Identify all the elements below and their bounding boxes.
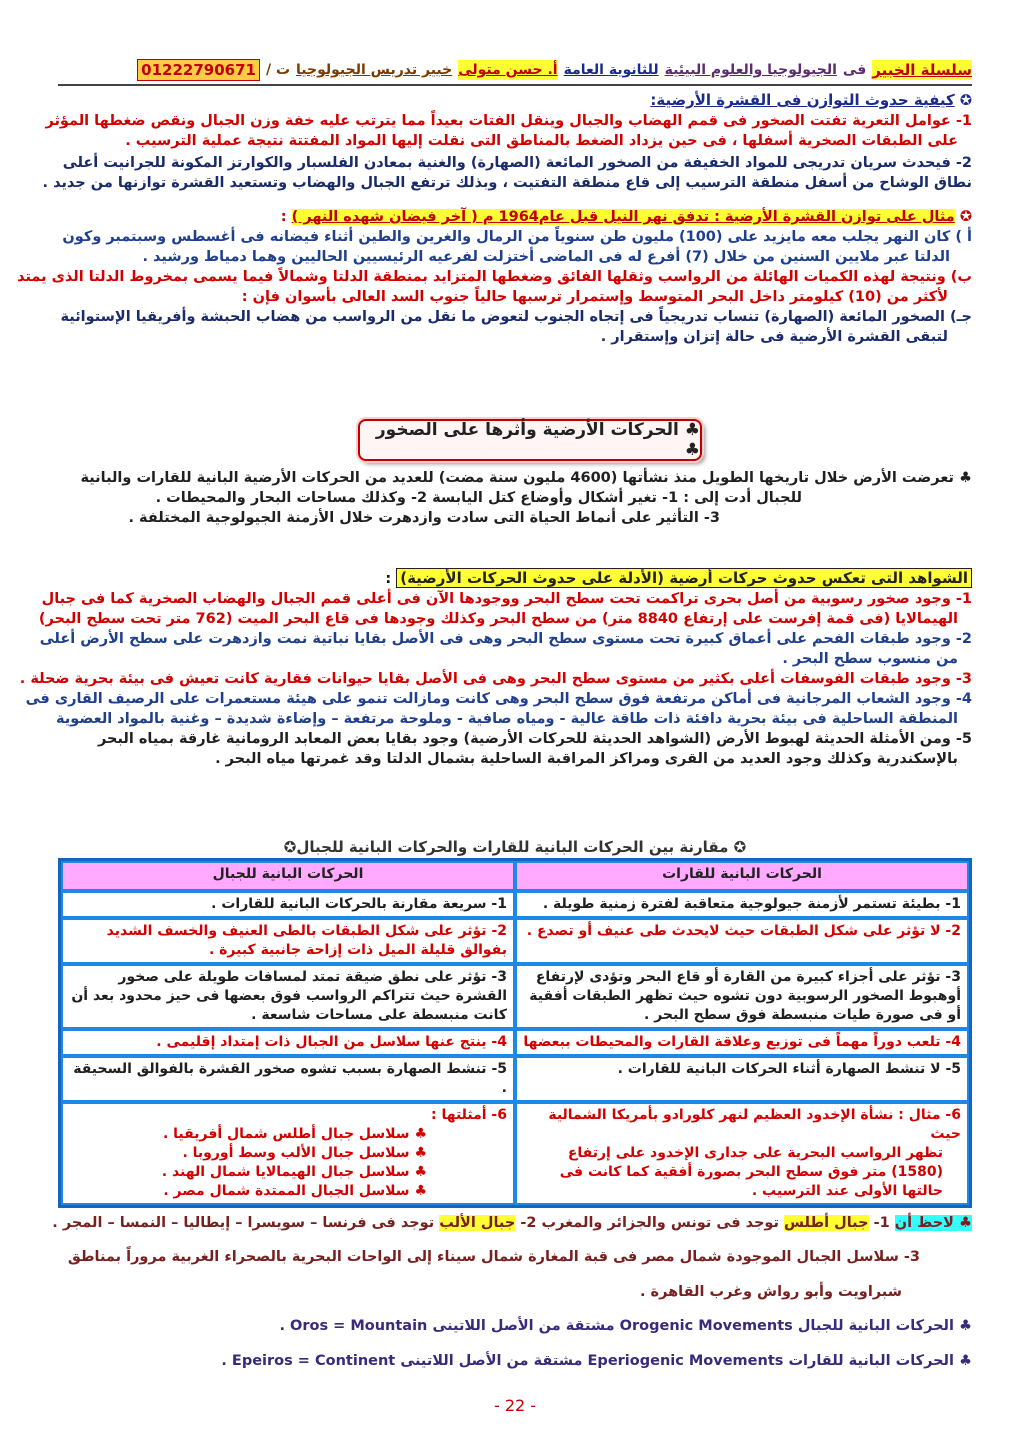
example-b-line1: ب) ونتيجة لهذه الكميات الهائلة من الرواسب وثقلها الفائق وضغطها المتزايد بمنطقة الدلتا وشمالاً فيما يسمى بمخروط الدلتا الذى يمتد: [17, 269, 972, 285]
mountains-cell: 4- ينتج عنها سلاسل من الجبال ذات إمتداد إقليمى .: [61, 1029, 515, 1056]
note-part: توجد فى فرنسا – سويسرا – إيطاليا – النمسا – المجر .: [52, 1214, 435, 1231]
example-c-line1: جـ) الصخور المائعة (الصهارة) تنساب تدريجياً فى إتجاه الجنوب لتعوض ما نقل من الرواسب من هضاب الحبشة وأفريقيا الإستوائية: [60, 309, 972, 325]
phone-label: ت /: [265, 62, 291, 78]
note-part: توجد فى تونس والجزائر والمغرب 2-: [520, 1214, 779, 1231]
example-item: ♣ سلاسل الجبال الممتدة شمال مصر .: [163, 1183, 427, 1199]
mountains-cell: 3- تؤثر على نطق ضيقة تمتد لمسافات طويلة على صخور القشرة حيث تتراكم الرواسب فوق بعضها فى حيز محدود بعد أن كانت منبسطة على مساحات شاسعة .: [61, 964, 515, 1029]
orogenic-mid: مشتقة من الأصل اللاتينى: [432, 1318, 615, 1334]
line-end: .: [279, 1318, 285, 1334]
continents-cell: 4- تلعب دوراً مهماً فى توزيع وعلاقة القارات والمحيطات ببعضها: [515, 1029, 969, 1056]
balance-p1-line1: 1- عوامل التعرية تفتت الصخور فى قمم الهضاب والجبال وينقل الفتات بعيداً مما يترتب عليه خفة وزن الجبال ونقص ضغطها المؤثر: [45, 113, 972, 129]
atlas-term: جبال أطلس: [784, 1214, 869, 1231]
example-c-line2: لتبقى القشرة الأرضية فى حالة إتزان وإستقرار .: [600, 329, 948, 345]
mountains-example-cell: [61, 1102, 515, 1205]
note-3-line2: شبراويت وأبو رواش وغرب القاهرة .: [639, 1283, 902, 1300]
example-title: مثال على توازن القشرة الأرضية : تدفق نهر النيل قبل عام1964 م ( آخر فيضان شهده النهر ): [291, 209, 955, 225]
evidence-1-line1: 1- وجود صخور رسوبية من أصل بحرى تراكمت تحت سطح البحر ووجودها الآن فى أعلى قمم الجبال والهضاب الصخرية كما فى جبال: [41, 591, 972, 607]
example-a-line1: أ ) كان النهر يجلب معه مايزيد على (100) مليون طن سنوياً من الرمال والغرين والطين أثناء فيضانه فى أغسطس وسبتمبر وكون: [62, 229, 972, 245]
continents-example-cell: [515, 1102, 969, 1205]
phone-number: 01222790671: [137, 59, 260, 81]
balance-p2-line2: نطاق الوشاح من أسفل منطقة الترسيب إلى قاع منطقة التفتيت ، وبذلك ترتفع الجبال والهضاب وتستعيد القشرة توازنها من جديد .: [42, 175, 972, 191]
document-page: [17, 58, 972, 1415]
table-row: [61, 891, 969, 918]
header-fi: فى: [842, 62, 867, 78]
evidence-5-line1: 5- ومن الأمثلة الحديثة لهبوط الأرض (الشواهد الحديثة للحركات الأرضية) وجود بقايا بعض المعابد الرومانية غارقة بمياه البحر: [98, 731, 972, 747]
example-colon: :: [280, 209, 287, 225]
orogenic-line: [58, 1316, 972, 1336]
page-number: - 22 -: [493, 1396, 537, 1415]
star-icon: ✪: [959, 93, 972, 109]
epeirogenic-definition: Epeiros = Continent: [231, 1352, 396, 1369]
series-title: سلسلة الخبير: [872, 61, 972, 79]
level-title: للثانوية العامة: [563, 62, 659, 78]
teacher-name: أ. حسن متولى: [458, 62, 558, 78]
note-part: 1-: [873, 1214, 890, 1231]
example-line: تظهر الرواسب البحرية على جدارى الإخدود على إرتفاع: [567, 1145, 943, 1161]
note-label: ♣ لاحظ أن: [894, 1214, 972, 1231]
movements-line2: للجبال أدت إلى : 1- تغير أشكال وأوضاع كتل اليابسة 2- وكذلك مساحات البحار والمحيطات .: [155, 490, 802, 506]
balance-heading: [58, 90, 972, 111]
page-header: [58, 58, 972, 86]
evidence-title: الشواهد التى تعكس حدوث حركات أرضية (الأدلة على حدوث الحركات الأرضية): [396, 568, 972, 588]
col-header-mountains: الحركات البانية للجبال: [61, 861, 515, 891]
example-line: (1580) متر فوق سطح البحر بصورة أفقية كما كانت فى: [559, 1164, 943, 1180]
alps-term: جبال الألب: [439, 1214, 516, 1231]
example-line: 6- مثال : نشأة الإخدود العظيم لنهر كلورادو بأمريكا الشمالية حيث: [548, 1107, 961, 1142]
epeirogenic-prefix: ♣ الحركات البانية للقارات: [788, 1352, 972, 1369]
evidence-2-line1: 2- وجود طبقات الفحم على أعماق كبيرة تحت مستوى سطح البحر وهى فى الأصل بقايا نباتية نمت وازدهرت على سطح الأرض أعلى: [39, 631, 972, 647]
epeirogenic-line: [58, 1351, 972, 1371]
example-item: ♣ سلاسل جبال أطلس شمال أفريقيا .: [162, 1126, 427, 1142]
example-line: حالتها الأولى عند الترسيب .: [751, 1183, 943, 1199]
col-header-continents: الحركات البانية للقارات: [515, 861, 969, 891]
note-line1: [52, 1213, 972, 1233]
movements-line3: 3- التأثير على أنماط الحياة التى سادت وازدهرت خلال الأزمنة الجيولوجية المختلفة .: [128, 510, 720, 526]
example-heading: [58, 207, 972, 227]
comparison-table: [58, 858, 972, 1208]
continents-cell: 5- لا تنشط الصهارة أثناء الحركات البانية للقارات .: [515, 1056, 969, 1102]
balance-p2-line1: 2- فيحدث سريان تدريجى للمواد الخفيفة من الصخور المائعة (الصهارة) والغنية بمعادن الفلسبار والكوارتز المكونة للجرانيت أعلى: [62, 155, 972, 171]
movements-line1: ♣ تعرضت الأرض خلال تاريخها الطويل منذ نشأتها (4600 مليون سنة مضت) للعديد من الحركات الأرضية البانية للقارات والبانية: [80, 470, 972, 486]
table-row: [61, 1056, 969, 1102]
continents-cell: 1- بطيئة تستمر لأزمنة جيولوجية متعاقبة لفترة زمنية طويلة .: [515, 891, 969, 918]
balance-p1-line2: على الطبقات الصخرية أسفلها ، فى حين يزداد الضغط بالمناطق التى نقلت إليها المواد المفتتة نتيجة عملية الترسيب .: [125, 133, 958, 149]
subject-title: الجيولوجيا والعلوم البيئية: [664, 62, 837, 78]
evidence-5-line2: بالإسكندرية وكذلك وجود العديد من القرى ومراكز المراقبة الساحلية بشمال الدلتا وقد غمرتها مياه البحر .: [215, 751, 958, 767]
evidence-block: [19, 568, 972, 769]
example-item: ♣ سلاسل جبال الألب وسط أوروبا .: [182, 1145, 427, 1161]
table-row: [61, 964, 969, 1029]
continents-cell: 3- تؤثر على أجزاء كبيرة من القارة أو قاع البحر وتؤدى لإرتفاع أوهبوط الصخور الرسوبية دون تشوه حيث تظهر الطبقات أفقية أو فى صورة طيات منبسطة فوق سطح البحر .: [515, 964, 969, 1029]
mountains-cell: 2- تؤثر على شكل الطبقات بالطى العنيف والخسف الشديد بفوالق قليلة الميل ذات إزاحة جانبية كبيرة .: [61, 918, 515, 964]
orogenic-prefix: ♣ الحركات البانية للجبال: [797, 1318, 972, 1334]
example-a-line2: الدلتا عبر ملايين السنين من خلال (7) أفرع له فى الماضى أختزلت لفرعيه الرئيسيين الحاليين وهما دمياط ورشيد .: [142, 249, 950, 265]
example-b-line2: لأكثر من (10) كيلومتر داخل البحر المتوسط وإستمرار ترسبها حالياً جنوب السد العالى بأسوان فإن :: [241, 289, 948, 305]
evidence-3-line1: 3- وجود طبقات الفوسفات أعلى بكثير من مستوى سطح البحر وهى فى الأصل بقايا حيوانات فقارية كانت تعيش فى بيئة بحرية ضحلة .: [19, 671, 972, 687]
epeirogenic-term: Eperiogenic Movements: [587, 1352, 784, 1369]
star-icon: ✪: [959, 209, 972, 225]
evidence-4-line2: المنطقة الساحلية فى بيئة بحرية دافئة ذات طاقة عالية - ومياه صافية - وملوحة مرتفعة – وإضاءة شديدة – وغنية بالمواد العضوية: [56, 711, 958, 727]
table-header-row: [61, 861, 969, 891]
orogenic-definition: Oros = Mountain: [290, 1318, 428, 1334]
example-item: ♣ سلاسل جبال الهيمالايا شمال الهند .: [161, 1164, 427, 1180]
table-row: [61, 1102, 969, 1205]
evidence-4-line1: 4- وجود الشعاب المرجانية فى أماكن مرتفعة فوق سطح البحر وهى كانت ومازالت تنمو على هيئة مستعمرات على الرصيف القارى فى: [25, 691, 972, 707]
section-title-box: ♣ الحركات الأرضية وأثرها على الصخور ♣: [358, 419, 702, 461]
continents-cell: 2- لا تؤثر على شكل الطبقات حيث لايحدث طى عنيف أو تصدع .: [515, 918, 969, 964]
table-row: [61, 1029, 969, 1056]
evidence-1-line2: الهيمالايا (فى قمة إفرست على إرتفاع 8840 متر) من سطح البحر وكذلك وجودها فى قاع البحر الميت (762 متر تحت سطح البحر): [38, 611, 958, 627]
orogenic-term: Orogenic Movements: [619, 1318, 793, 1334]
evidence-colon: :: [385, 571, 392, 587]
balance-title: كيفية حدوث التوازن فى القشرة الأرضية:: [650, 91, 955, 109]
evidence-2-line2: من منسوب سطح البحر .: [782, 651, 958, 667]
evidence-heading: [58, 568, 972, 589]
movements-block: [58, 468, 972, 528]
mountains-cell: 1- سريعة مقارنة بالحركات البانية للقارات .: [61, 891, 515, 918]
line-end: .: [221, 1352, 227, 1369]
table-row: [61, 918, 969, 964]
teacher-expertise: خبير تدريس الجيولوجيا: [296, 62, 453, 78]
epeirogenic-mid: مشتقة من الأصل اللاتينى: [400, 1352, 583, 1369]
note-3-line1: 3- سلاسل الجبال الموجودة شمال مصر فى قبة المغارة شمال سيناء إلى الواحات البحرية بالصحراء الغربية مروراً بمناطق: [67, 1249, 920, 1265]
notes-block: [52, 1198, 972, 1385]
examples-label: 6- أمثلتها :: [430, 1107, 507, 1123]
comparison-title: ✪ مقارنة بين الحركات البانية للقارات والحركات البانية للجبال✪: [283, 838, 747, 856]
mountains-cell: 5- تنشط الصهارة بسبب تشوه صخور القشرة بالفوالق السحيقة .: [61, 1056, 515, 1102]
